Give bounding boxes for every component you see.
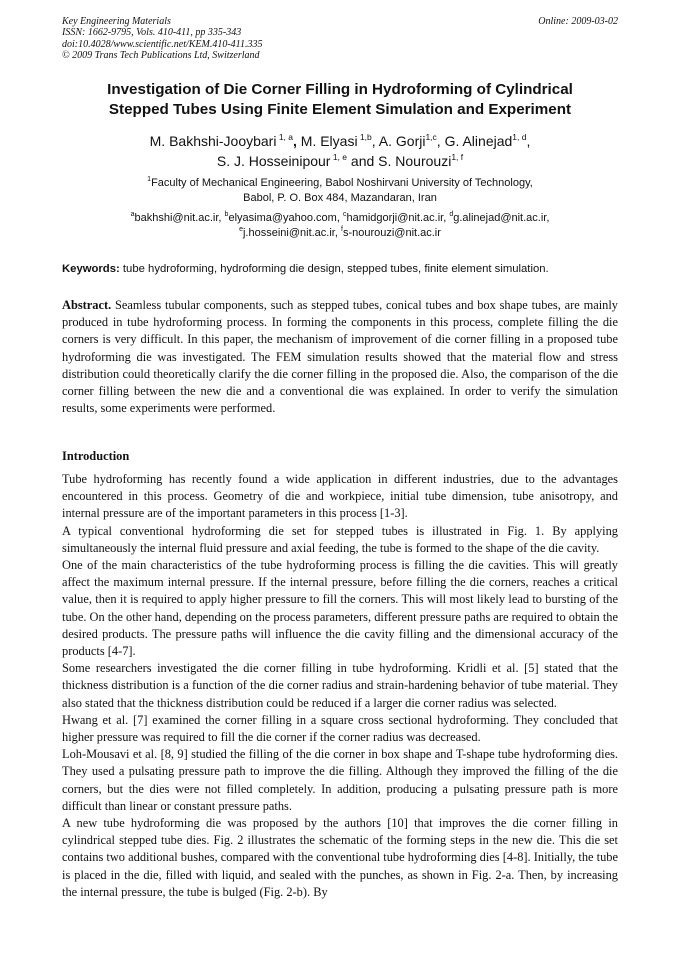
- paragraph: A new tube hydroforming die was proposed by the authors [10] that improves the die corner filling in cylindrical stepped tube dies. Fig. 2 illustrates the schematic of the forming steps in the new die. This die set contains two additional bushes, compared with the conventional tube hydroforming dies [4-8]. Initially, the tube is placed in the die, filled with liquid, and sealed with the punches, as shown in Fig. 2-a. Then, by increasing the internal pressure, the tube is bulged (Fig. 2-b). By: [62, 816, 618, 899]
- email-line-2: [62, 226, 618, 241]
- author-list: [62, 131, 618, 171]
- author-separator: ,: [293, 133, 297, 149]
- author-name: M. Bakhshi-Jooybari: [149, 133, 277, 149]
- author-line-1: [62, 131, 618, 151]
- abstract: [62, 297, 618, 417]
- email-mark: f: [340, 226, 343, 233]
- online-date: Online: 2009-03-02: [538, 16, 618, 27]
- author-name: G. Alinejad: [440, 133, 513, 149]
- paragraph: Hwang et al. [7] examined the corner filling in a square cross sectional hydroforming. They concluded that higher pressure was required to fill the die corner if the corner radius was decreased.: [62, 712, 618, 745]
- journal-name: Key Engineering Materials: [62, 16, 171, 27]
- affiliation-mark: 1: [147, 176, 152, 183]
- title-line-1: Investigation of Die Corner Filling in Hydroforming of Cylindrical: [107, 81, 573, 98]
- author-name: A. Gorji: [375, 133, 426, 149]
- email-link[interactable]: g.alinejad@nit.ac.ir,: [453, 212, 550, 224]
- author-affil-mark: 1, f: [451, 152, 464, 162]
- keywords: [62, 262, 618, 277]
- email-link[interactable]: s-nourouzi@nit.ac.ir: [342, 227, 441, 239]
- section-heading-introduction: Introduction: [62, 449, 130, 463]
- introduction-body: [62, 471, 618, 901]
- email-list: [62, 211, 618, 241]
- email-mark: b: [224, 211, 229, 218]
- affiliation: [62, 176, 618, 206]
- author-separator: ,: [526, 133, 531, 149]
- running-header: [62, 16, 618, 61]
- email-link[interactable]: elyasima@yahoo.com,: [228, 212, 343, 224]
- author-affil-mark: 1, a: [276, 132, 293, 142]
- author-affil-mark: 1, e: [330, 152, 348, 162]
- author-and: and: [347, 153, 379, 169]
- author-separator: ,: [436, 133, 441, 149]
- paragraph: Some researchers investigated the die corner filling in tube hydroforming. Kridli et al. [5] stated that the thickness distribution is a function of the die corner radius and strain-hardening behavior of tube material. They also stated that the thickness distribution could be reduced if a larger die corner radius was selected.: [62, 661, 618, 710]
- affiliation-line-1: [62, 176, 618, 191]
- title-line-2: Stepped Tubes Using Finite Element Simulation and Experiment: [108, 101, 572, 118]
- email-mark: e: [239, 226, 243, 233]
- paragraph: One of the main characteristics of the tube hydroforming process is filling the die cavities. This will greatly affect the maximum internal pressure. If the internal pressure, before filling the die corners, reaches a critical value, then it is required to apply higher pressure to fill the corners. This will most likely lead to bursting of the tube. On the other hand, depending on the process parameters, different pressure paths are required to obtain the desired products. The pressure paths will influence the die cavity filling and the dimensional accuracy of the products [4-7].: [62, 558, 618, 659]
- abstract-label: Abstract.: [62, 298, 112, 312]
- author-affil-mark: 1, d: [512, 132, 527, 142]
- author-separator: ,: [371, 133, 376, 149]
- email-mark: a: [130, 211, 135, 218]
- author-name: M. Elyasi: [296, 133, 358, 149]
- email-link[interactable]: hamidgorji@nit.ac.ir,: [346, 212, 450, 224]
- copyright-line: © 2009 Trans Tech Publications Ltd, Switzerland: [62, 49, 260, 61]
- author-affil-mark: 1,c: [425, 132, 437, 142]
- email-line-1: [62, 211, 618, 226]
- paragraph: A typical conventional hydroforming die set for stepped tubes is illustrated in Fig. 1. By applying simultaneously the internal fluid pressure and axial feeding, the tube is formed to the shape of the die cavity.: [62, 523, 618, 555]
- author-name: S. Nourouzi: [378, 153, 452, 169]
- paper-title: [62, 80, 618, 120]
- email-link[interactable]: bakhshi@nit.ac.ir,: [134, 212, 225, 224]
- abstract-text: Seamless tubular components, such as stepped tubes, conical tubes and box shape tubes, are mainly produced in tube hydroforming process. In forming the components in this process, complete filling the die corners is very difficult. In this paper, the mechanism of improvement of die corner filling in a proposed tube hydroforming die was investigated. The FEM simulation results showed that the material flow and stress distribution could theoretically clarify the die corner filling in the proposed die. Also, the comparison of the die corner filling between the new die and a conventional die was explained. In order to verify the simulation results, some experiments were performed.: [62, 298, 618, 416]
- author-line-2: [62, 151, 618, 171]
- affiliation-line-2: Babol, P. O. Box 484, Mazandaran, Iran: [243, 192, 437, 204]
- paragraph: Tube hydroforming has recently found a wide application in different industries, due to the advantages encountered in this process. Geometry of die and workpiece, initial tube dimension, tube anisotropy, and internal pressure are of the important parameters in this process [1-3].: [62, 472, 618, 521]
- doi-line: doi:10.4028/www.scientific.net/KEM.410-411.335: [62, 38, 263, 50]
- email-link[interactable]: j.hosseini@nit.ac.ir,: [242, 227, 341, 239]
- email-mark: d: [449, 211, 454, 218]
- issn-line: ISSN: 1662-9795, Vols. 410-411, pp 335-343: [62, 27, 242, 39]
- keywords-text: tube hydroforming, hydroforming die design, stepped tubes, finite element simulation.: [119, 263, 549, 275]
- affiliation-text: Faculty of Mechanical Engineering, Babol Noshirvani University of Technology,: [151, 177, 533, 189]
- author-name: S. J. Hosseinipour: [216, 153, 331, 169]
- paragraph: Loh-Mousavi et al. [8, 9] studied the filling of the die corner in box shape and T-shape tube hydroforming dies. They used a pulsating pressure path to improve the die filling. Although they improved the filling of the die corners, but the dies were not filled completely. In addition, producing a pulsating pressure path is more difficult than linear or constant pressure paths.: [62, 747, 618, 813]
- keywords-label: Keywords:: [62, 263, 120, 275]
- author-affil-mark: 1,b: [357, 132, 372, 142]
- email-mark: c: [342, 211, 347, 218]
